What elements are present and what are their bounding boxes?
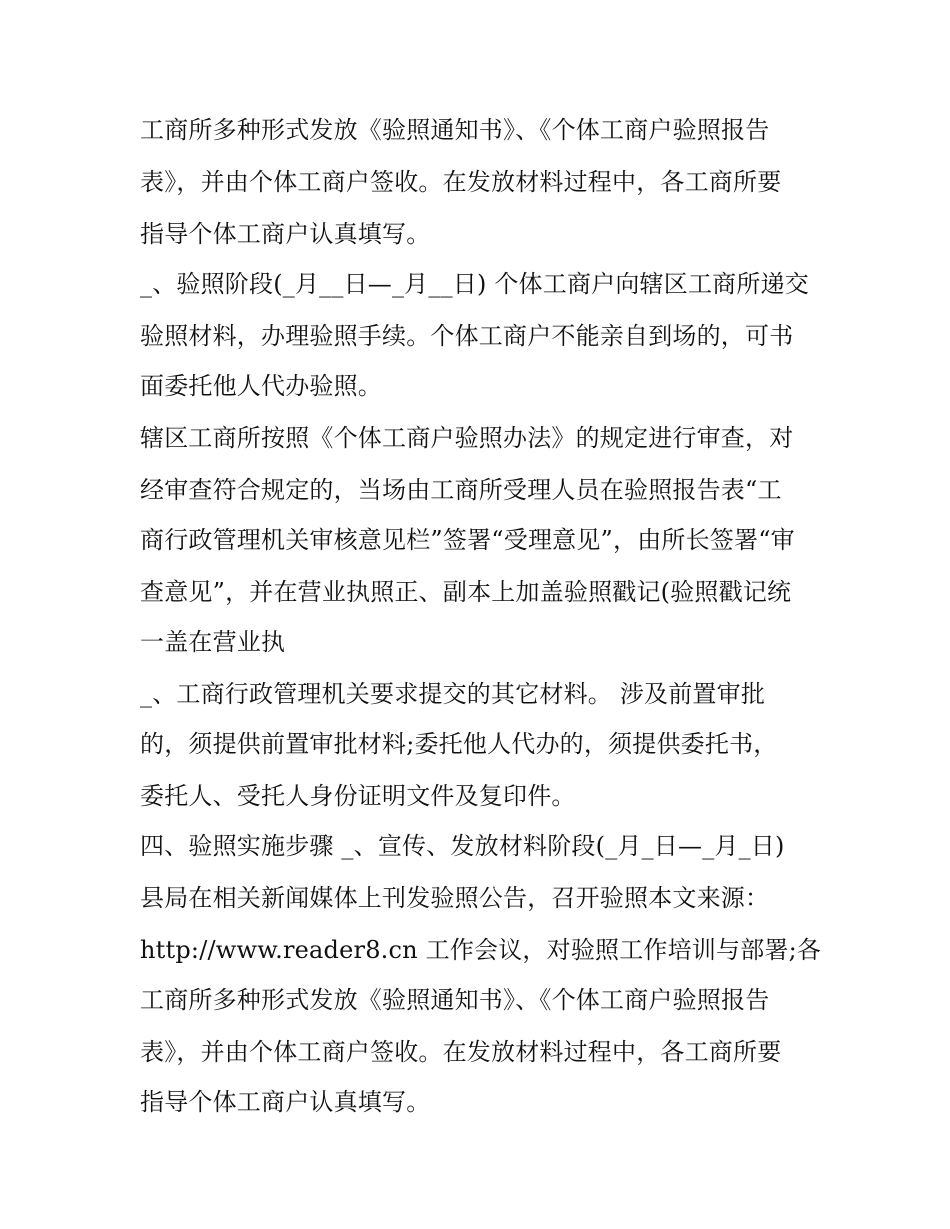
text-line-18: 工商所多种形式发放《验照通知书》、《个体工商户验照报告 [140,986,770,1014]
text-line-17: http://www.reader8.cn 工作会议，对验照工作培训与部署;各 [140,936,822,964]
text-line-11: 一盖在营业执 [140,628,286,656]
text-line-2: 表》，并由个体工商户签收。在发放材料过程中，各工商所要 [140,168,782,196]
text-line-9: 商行政管理机关审核意见栏”签署“受理意见”，由所长签署“审 [140,526,795,554]
text-line-5: 验照材料，办理验照手续。个体工商户不能亲自到场的，可书 [140,322,794,350]
text-line-14: 委托人、受托人身份证明文件及复印件。 [140,782,576,810]
text-line-7: 辖区工商所按照《个体工商户验照办法》的规定进行审查，对 [140,424,794,452]
text-line-10: 查意见”，并在营业执照正、副本上加盖验照戳记(验照戳记统 [140,578,792,606]
text-line-6: 面委托他人代办验照。 [140,372,382,400]
text-line-13: 的，须提供前置审批材料;委托他人代办的，须提供委托书， [140,730,778,758]
text-line-15: 四、验照实施步骤 _、宣传、发放材料阶段(_月_日—_月_日) [140,832,785,860]
text-line-12: _、工商行政管理机关要求提交的其它材料。 涉及前置审批 [140,680,766,708]
text-line-4: _、验照阶段(_月__日—_月__日) 个体工商户向辖区工商所递交 [140,270,809,298]
text-line-1: 工商所多种形式发放《验照通知书》、《个体工商户验照报告 [140,116,770,144]
text-line-3: 指导个体工商户认真填写。 [140,220,431,248]
text-line-16: 县局在相关新闻媒体上刊发验照公告，召开验照本文来源： [140,884,770,912]
text-line-8: 经审查符合规定的，当场由工商所受理人员在验照报告表“工 [140,476,782,504]
text-line-19: 表》，并由个体工商户签收。在发放材料过程中，各工商所要 [140,1038,782,1066]
text-line-20: 指导个体工商户认真填写。 [140,1088,431,1116]
